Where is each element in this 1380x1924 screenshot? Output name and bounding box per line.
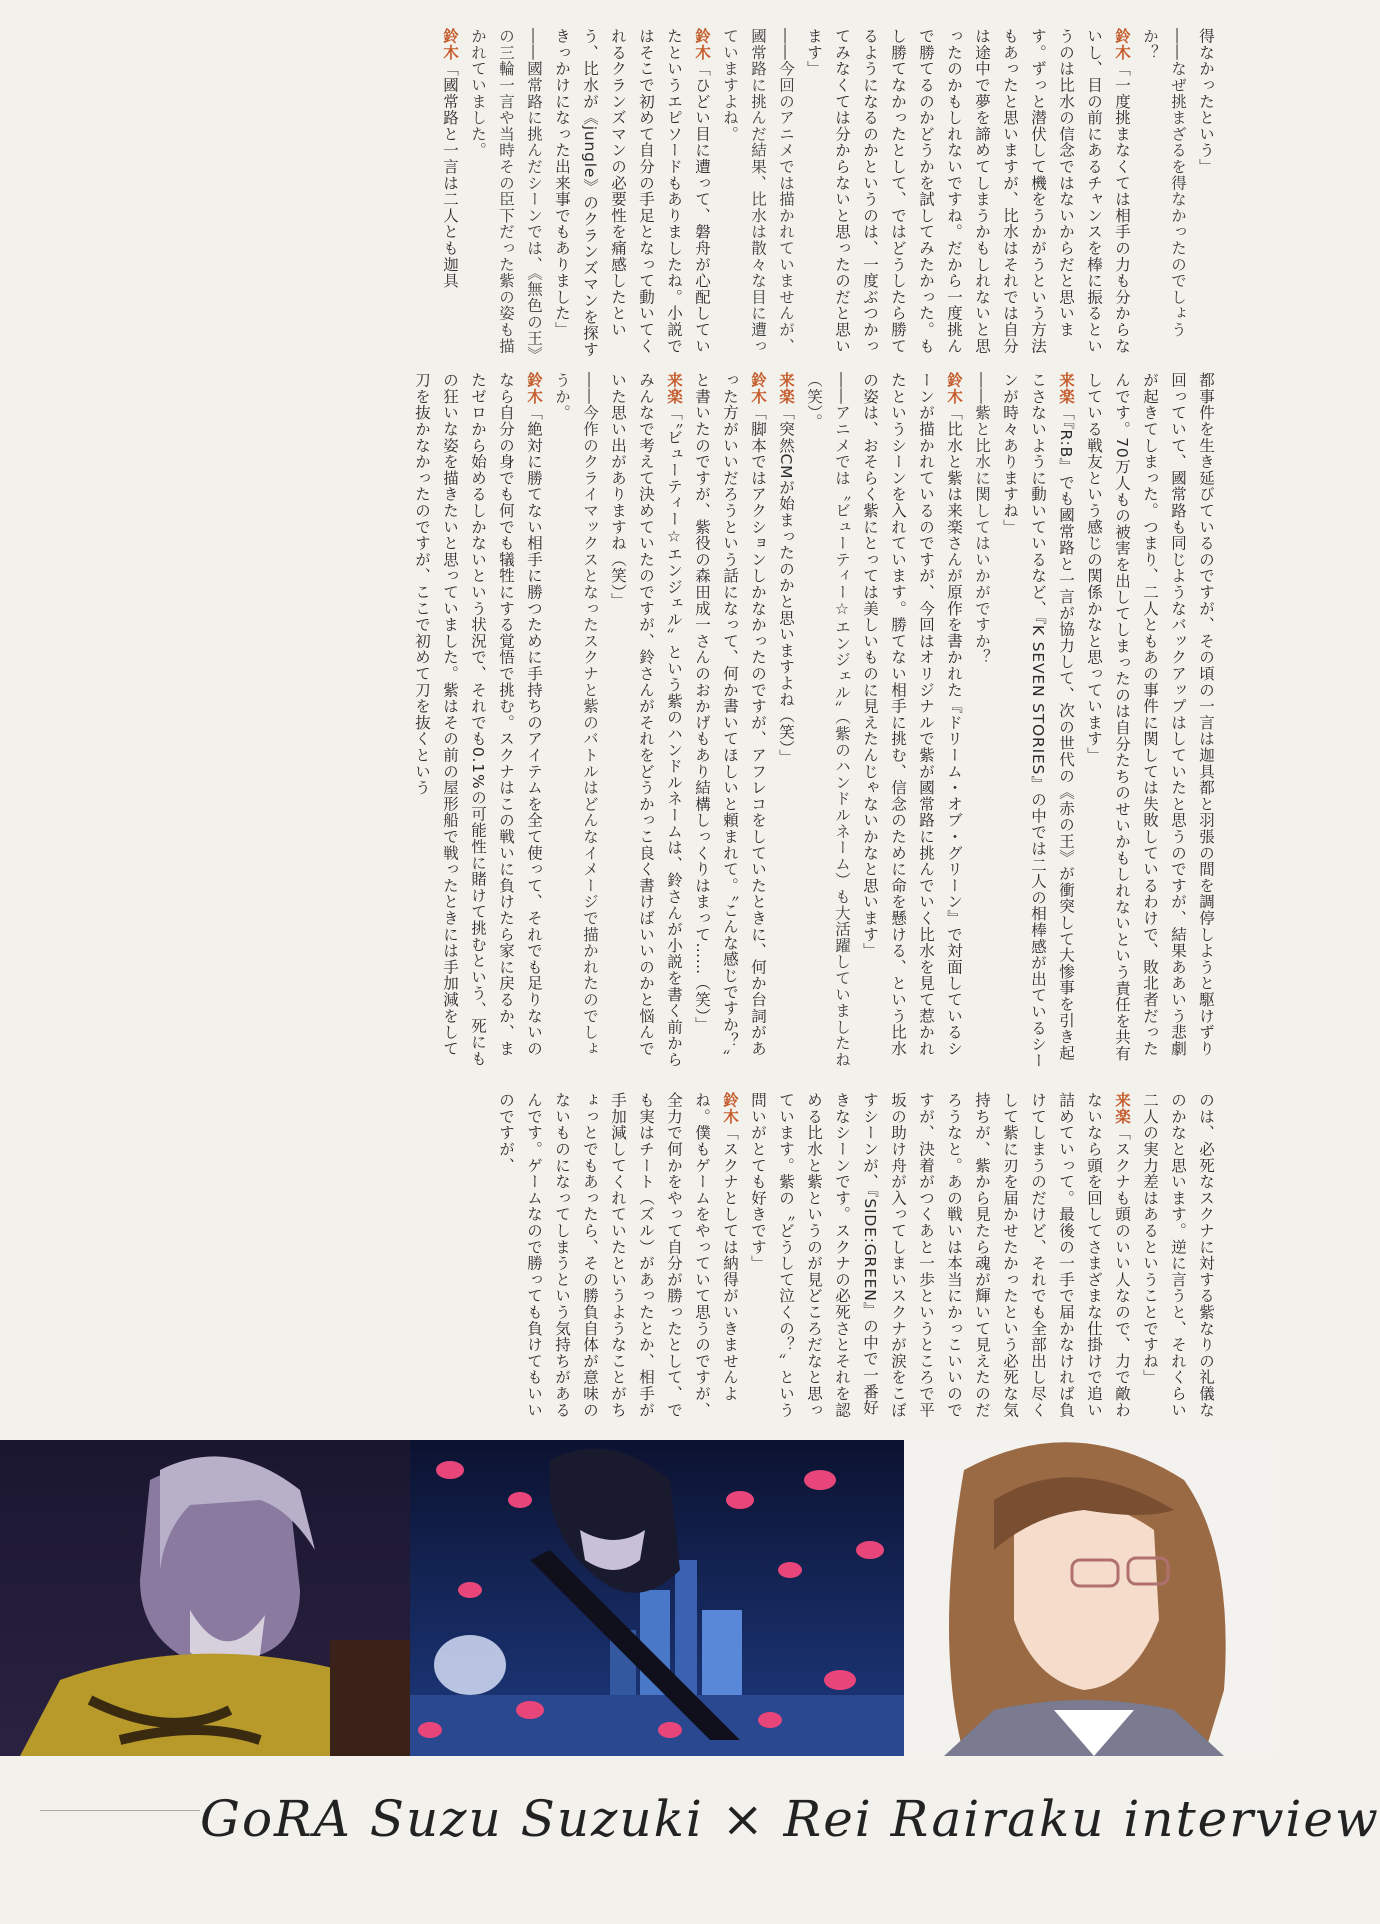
paragraph	[548, 28, 716, 358]
paragraph	[604, 372, 688, 1072]
paragraph-text: 「比水と紫は来楽さんが原作を書かれた『ドリーム・オブ・グリーン』で対面しているシーンが描かれているのですが、今回はオリジナルで紫が國常路に挑んでいく比水を見て惹かれたというシーンを入れています。勝てない相手に挑む、信念のために命を懸ける、という比水の姿は、おそらく紫にとっては美しいものに見えたんじゃないかなと思います」	[861, 372, 963, 1057]
text-column-top	[441, 28, 1220, 358]
text-column-bottom	[497, 1092, 1220, 1422]
paragraph-text: 「スクナとしては納得がいきませんよね。僕もゲームをやっていて思うのですが、全力で何かをやって自分が勝ったとして、でも実はチート（ズル）があったとか、相手が手加減してくれていたというようなことがちょっとでもあったら、その勝負自体が意味のないものになってしまうという気持ちがあるんです。ゲームなので勝っても負けてもいいのですが、	[497, 1092, 739, 1418]
paragraph-text: のは、必死なスクナに対する紫なりの礼儀なのかなと思います。逆に言うと、それくらい二人の実力差はあるということですね」	[1141, 1092, 1215, 1418]
speaker-label: 鈴木	[693, 28, 711, 61]
paragraph	[856, 372, 968, 1072]
text-band-bottom	[40, 1092, 1220, 1422]
text-band-middle	[40, 372, 1220, 1072]
paragraph	[548, 372, 604, 1072]
paragraph-text: 「一度挑まなくては相手の力も分からないし、目の前にあるチャンスを棒に振るというのは比水の信念ではないからだと思います。ずっと潜伏して機をうかがうという方法もあったと思いますが、比水はそれでは自分は途中で夢を諦めてしまうかもしれないと思ったのかもしれないですね。だから一度挑んで勝てるのかどうかを試してみたかった。もし勝てなかったとして、ではどうしたら勝てるようになるのかというのは、一度ぶつかってみなくては分からないと思ったのだと思います」	[805, 28, 1131, 355]
speaker-label: 鈴木	[749, 372, 767, 405]
speaker-label: 鈴木	[945, 372, 963, 405]
interviewer-question: ――今回のアニメでは描かれていませんが、國常路に挑んだ結果、比水は散々な目に遭っていますよね。	[721, 28, 795, 354]
speaker-label: 鈴木	[441, 28, 459, 61]
paragraph	[464, 28, 548, 358]
speaker-label: 来楽	[1113, 1092, 1131, 1125]
interview-signature: GoRA Suzu Suzuki × Rei Rairaku interview	[200, 1790, 1380, 1848]
speaker-label: 鈴木	[1113, 28, 1131, 61]
paragraph-text: 「絶対に勝てない相手に勝つために手持ちのアイテムを全て使って、それでも足りないのなら自分の身でも何でも犠牲にする覚悟で挑む。スクナはこの戦いに負けたら家に戻るか、またゼロから始めるしかないという状況で、それでも0.1%の可能性に賭けて挑むという、死にもの狂いな姿を描きたいと思っていました。紫はその前の屋形船で戦ったときには手加減をして刀を抜かなかったのですが、ここで初めて刀を抜くという	[413, 372, 543, 1067]
paragraph	[1136, 28, 1192, 358]
paragraph	[492, 1092, 744, 1422]
interviewer-question: ――今作のクライマックスとなったスクナと紫のバトルはどんなイメージで描かれたのでしょうか。	[553, 372, 599, 1057]
paragraph-text: 「〝ビューティー☆エンジェル〟という紫のハンドルネームは、鈴さんが小説を書く前からみんなで考えて決めていたのですが、鈴さんがそれをどうかっこ良く書けばいいのかと悩んでいた思い出がありますね（笑）」	[609, 372, 683, 1068]
speaker-label: 来楽	[1057, 372, 1075, 405]
paragraph-text: 「スクナも頭のいい人なので、力で敵わないなら頭を回してさまざまな仕掛けで追い詰めていって。最後の一手で届かなければ負けてしまうのだけど、それでも全部出し尽くして紫に刃を届かせたかったという必死な気持ちが、紫から見たら魂が輝いて見えたのだろうなと。あの戦いは本当にかっこいいのですが、決着がつくあと一歩というところで平坂の助け舟が入ってしまいスクナが涙をこぼすシーンが、『SIDE:GREEN』の中で一番好きなシーンです。スクナの必死さとそれを認める比水と紫というのが見どころだなと思っています。紫の〝どうして泣くの？〟という問いがとても好きです」	[749, 1092, 1131, 1419]
signature-rule	[40, 1810, 200, 1811]
speaker-label: 来楽	[777, 372, 795, 405]
interviewer-question: ――紫と比水に関してはいかがですか？	[973, 372, 991, 666]
paragraph-text: 「國常路と一言は二人とも迦具	[441, 60, 459, 289]
paragraph	[1192, 28, 1220, 358]
paragraph-text: 都事件を生き延びているのですが、その頃の一言は迦具都と羽張の間を調停しようと駆けずり回っていて、國常路も同じようなバックアップはしていたと思うのですが、結果ああいう悲劇が起きてしまった。つまり、二人ともあの事件に関しては失敗しているわけで、敗北者だったんです。70万人もの被害を出してしまったのは自分たちのせいかもしれないという責任を共有している戦友という感じの関係かなと思っています」	[1085, 372, 1215, 1062]
paragraph	[800, 28, 1136, 358]
paragraph	[744, 1092, 1136, 1422]
paragraph	[968, 372, 996, 1072]
still-woman-glasses	[904, 1440, 1276, 1756]
interviewer-question: ――なぜ挑まざるを得なかったのでしょうか？	[1141, 28, 1187, 338]
paragraph	[1080, 372, 1220, 1072]
text-column-middle	[413, 372, 1220, 1072]
paragraph-text: 得なかったという」	[1197, 28, 1215, 175]
text-band-top	[40, 28, 1220, 358]
interviewer-question: ――アニメでは〝ビューティー☆エンジェル〟（紫のハンドルネーム）も大活躍していましたね（笑）。	[805, 372, 851, 1068]
paragraph	[716, 28, 800, 358]
paragraph	[408, 372, 548, 1072]
paragraph	[1136, 1092, 1220, 1422]
paragraph-text: 「『R:B』でも國常路と一言が協力して、次の世代の《赤の王》が衝突して大惨事を引き起こさないように動いているなど、『K SEVEN STORIES』の中では二人の相棒感が出ているシーンが時々ありますね」	[1001, 372, 1075, 1069]
still-kokujoji	[0, 1440, 410, 1756]
speaker-label: 鈴木	[721, 1092, 739, 1125]
paragraph	[996, 372, 1080, 1072]
paragraph-text: 「ひどい目に遭って、磐舟が心配していたというエピソードもありましたね。小説ではそこで初めて自分の手足となって動いてくれるクランズマンの必要性を痛感したという、比水が《jungle》のクランズマンを探すきっかけになった出来事でもありました」	[553, 28, 711, 358]
speaker-label: 鈴木	[525, 372, 543, 405]
paragraph	[436, 28, 464, 358]
paragraph-text: 「脚本ではアクションしかなかったのですが、アフレコをしていたときに、何か台詞があった方がいいだろうという話になって、何か書いてほしいと頼まれて。〝こんな感じですか？〟と書いたのですが、紫役の森田成一さんのおかげもあり結構しっくりはまって……（笑）」	[693, 372, 767, 1066]
anime-stills-strip	[0, 1440, 1276, 1756]
paragraph	[772, 372, 800, 1072]
paragraph-text: 「突然CMが始まったのかと思いますよね（笑）」	[777, 404, 795, 765]
paragraph	[688, 372, 772, 1072]
speaker-label: 来楽	[665, 372, 683, 405]
still-shiro-city-night	[410, 1440, 904, 1756]
paragraph	[800, 372, 856, 1072]
interviewer-question: ――國常路に挑んだシーンでは、《無色の王》の三輪一言や当時その臣下だった紫の姿も描かれていました。	[469, 28, 543, 355]
